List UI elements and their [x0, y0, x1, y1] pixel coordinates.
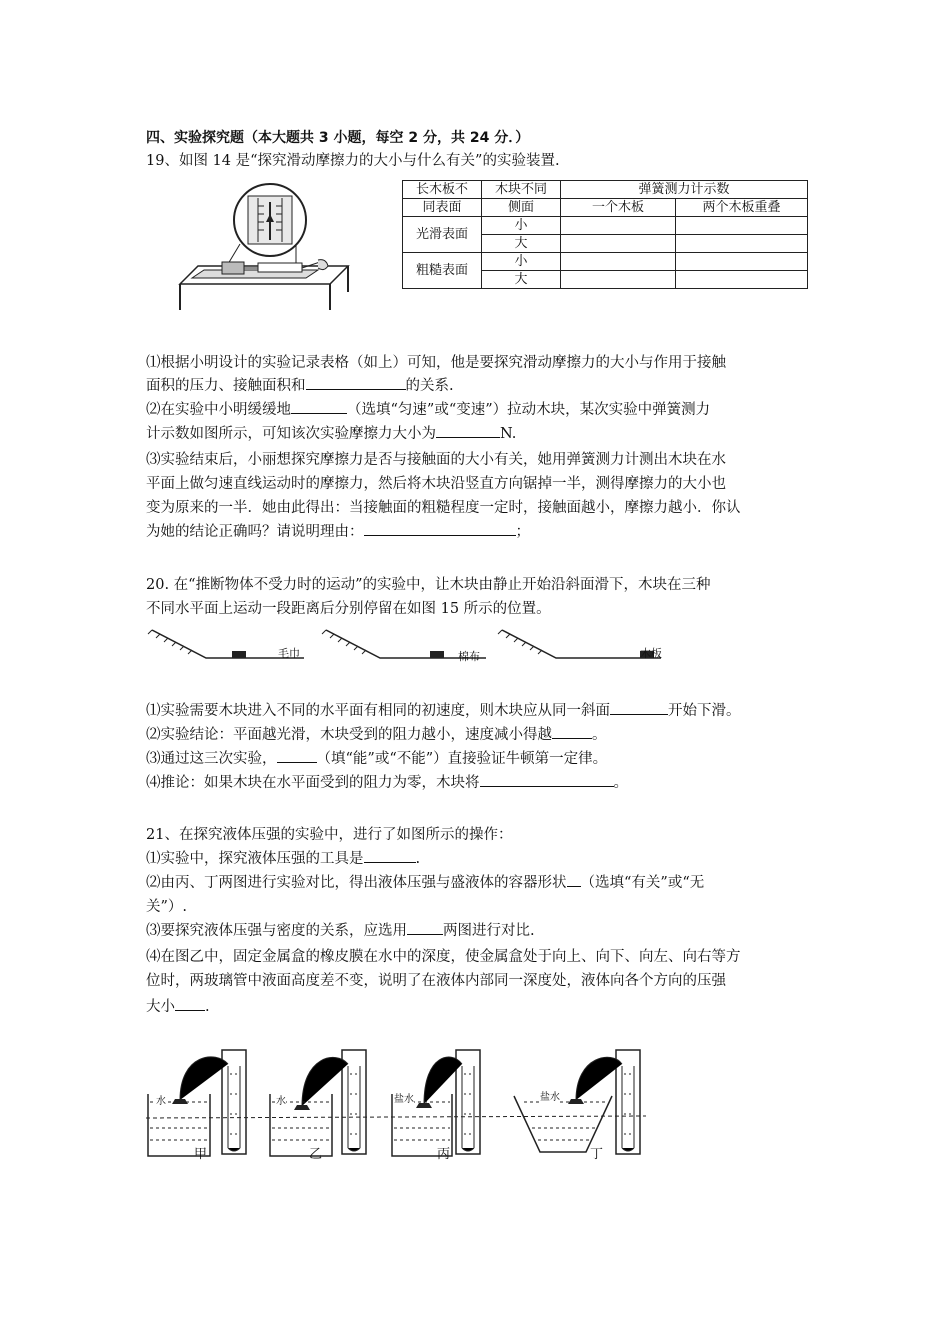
label-wood: 木板: [640, 647, 662, 660]
q20-stem-a: 20. 在“推断物体不受力时的运动”的实验中，让木块由静止开始沿斜面滑下，木块在三种: [146, 577, 711, 593]
caption-bing: 丙: [437, 1147, 451, 1162]
answer-blank[interactable]: [436, 423, 500, 438]
caption-ding: 丁: [590, 1147, 604, 1162]
q20-p4-line: ⑷推论：如果木块在水平面受到的阻力为零，木块将 。: [146, 772, 628, 794]
friction-apparatus-figure: [178, 182, 350, 312]
cell-large: 大: [482, 271, 561, 289]
header-surface-1: 长木板不: [403, 181, 482, 199]
answer-blank[interactable]: [306, 375, 406, 390]
label-water-jia: 水: [156, 1092, 166, 1107]
q21-p3-line: ⑶要探究液体压强与密度的关系，应选用 两图进行对比.: [146, 920, 535, 942]
section-title: 四、实验探究题（本大题共 3 小题，每空 2 分，共 24 分．）: [146, 130, 530, 146]
record-table: [402, 180, 808, 289]
header-side-2: 侧面: [482, 199, 561, 217]
q19-p3c: 变为原来的一半．她由此得出：当接触面的粗糙程度一定时，接触面越小，摩擦力越小．你认: [146, 500, 741, 516]
q19-p2-line2: 计示数如图所示，可知该次实验摩擦力大小为 N.: [146, 423, 516, 445]
cell-small: 小: [482, 253, 561, 271]
row-rough: 粗糙表面: [403, 253, 482, 289]
q21-p1-line: ⑴实验中，探究液体压强的工具是 .: [146, 848, 420, 870]
header-two-boards: 两个木板重叠: [676, 199, 808, 217]
q21-p2c: 关”）.: [146, 899, 188, 915]
answer-blank[interactable]: [364, 521, 516, 536]
cell-large: 大: [482, 235, 561, 253]
q19-p2-line: ⑵在实验中小明缓缓地 （选填“匀速”或“变速”）拉动木块，某次实验中弹簧测力: [146, 399, 710, 421]
incline-figure: [146, 626, 666, 666]
answer-blank[interactable]: [480, 772, 614, 787]
answer-blank[interactable]: [552, 724, 592, 739]
header-surface-2: 同表面: [403, 199, 482, 217]
q21-p4a: ⑷在图乙中，固定金属盒的橡皮膜在水中的深度，使金属盒处于向上、向下、向左、向右等方: [146, 949, 741, 965]
q21-p4-line: 大小 .: [146, 996, 210, 1018]
q19-p3-line: 为她的结论正确吗？请说明理由： ；: [146, 521, 530, 543]
answer-blank[interactable]: [610, 700, 668, 715]
caption-jia: 甲: [194, 1147, 208, 1162]
header-one-board: 一个木板: [561, 199, 676, 217]
answer-blank[interactable]: [567, 872, 581, 887]
q20-stem-b: 不同水平面上运动一段距离后分别停留在如图 15 所示的位置。: [146, 601, 551, 617]
caption-yi: 乙: [309, 1147, 323, 1162]
q20-p2-line: ⑵实验结论：平面越光滑，木块受到的阻力越小，速度减小得越 。: [146, 724, 607, 746]
q21-p2-line: ⑵由丙、丁两图进行实验对比，得出液体压强与盛液体的容器形状 （选填“有关”或“无: [146, 872, 704, 894]
q19-p3b: 平面上做匀速直线运动时的摩擦力，然后将木块沿竖直方向锯掉一半，测得摩擦力的大小也: [146, 476, 726, 492]
label-brine-bing: 盐水: [394, 1090, 414, 1105]
cell-small: 小: [482, 217, 561, 235]
q19-stem: 19、如图 14 是“探究滑动摩擦力的大小与什么有关”的实验装置.: [146, 153, 560, 169]
q21-p4b: 位时，两玻璃管中液面高度差不变，说明了在液体内部同一深度处，液体向各个方向的压强: [146, 973, 726, 989]
q19-p1-line: 面积的压力、接触面积和 的关系.: [146, 375, 454, 397]
answer-blank[interactable]: [364, 848, 416, 863]
header-reading: 弹簧测力计示数: [561, 181, 808, 199]
header-side-1: 木块不同: [482, 181, 561, 199]
answer-blank[interactable]: [277, 748, 317, 763]
q20-p1-line: ⑴实验需要木块进入不同的水平面有相同的初速度，则木块应从同一斜面 开始下滑。: [146, 700, 741, 722]
row-smooth: 光滑表面: [403, 217, 482, 253]
q19-p1a: ⑴根据小明设计的实验记录表格（如上）可知，他是要探究滑动摩擦力的大小与作用于接触: [146, 355, 726, 371]
label-towel: 毛巾: [278, 647, 300, 660]
answer-blank[interactable]: [291, 399, 347, 414]
q20-p3-line: ⑶通过这三次实验， （填“能”或“不能”）直接验证牛顿第一定律。: [146, 748, 607, 770]
answer-blank[interactable]: [407, 920, 443, 935]
label-cotton: 棉布: [458, 650, 480, 663]
label-brine-ding: 盐水: [540, 1088, 560, 1103]
q19-p3a: ⑶实验结束后，小丽想探究摩擦力是否与接触面的大小有关，她用弹簧测力计测出木块在水: [146, 452, 726, 468]
answer-blank[interactable]: [175, 996, 205, 1011]
q21-stem: 21、在探究液体压强的实验中，进行了如图所示的操作：: [146, 827, 513, 843]
label-water-yi: 水: [276, 1092, 286, 1107]
